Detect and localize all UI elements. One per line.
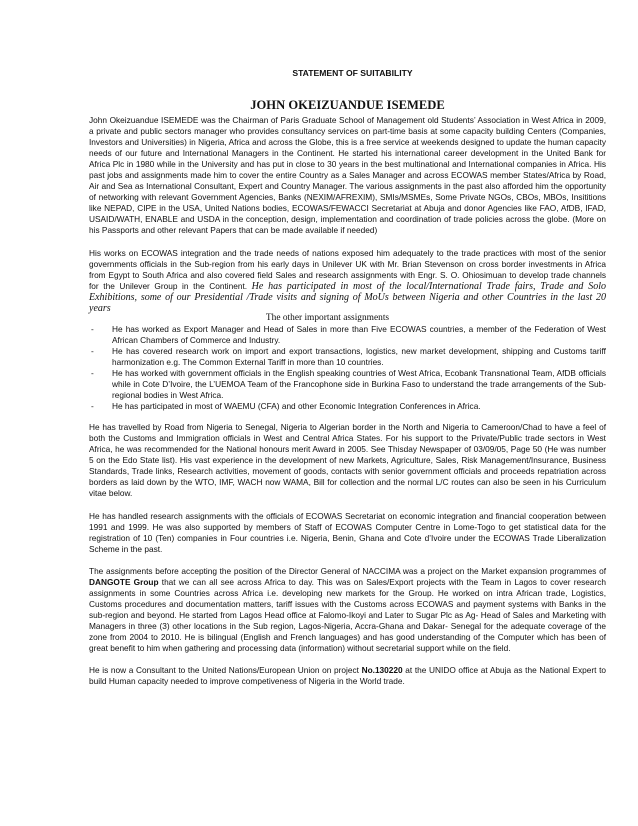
paragraph-ecowas-work [89,248,606,314]
person-name: JOHN OKEIZUANDUE ISEMEDE [250,98,445,112]
dangote-group-bold: DANGOTE Group [89,576,159,587]
paragraph-ecowas-text: His works on ECOWAS integration and the trade needs of nations exposed him adequately to the trade practices with most of the senior governments officials in the Sub-region from his early days in Unilever UK with Mr. Brian Stevenson on cross border investments in Africa from Egypt to South Africa and also covered field Sales and research assignments with Engr. S. O. Ohiosimuan to develop trade channels for the Unilever Group in the Continent. [89,247,606,291]
paragraph-consultant-after: at the UNIDO office at Abuja as the National Expert to build Human capacity needed to improve competiveness of Nigeria in the World trade. [89,665,606,687]
paragraph-biography: John Okeizuandue ISEMEDE was the Chairman of Paris Graduate School of Management old Students’ Association in West Africa in 2009, a private and public sectors manager who provides consultancy services on part-time basis at some capacity building Centers (Companies, Investors and Universities) in Nigeria, Africa and across the Globe, this is a free service at weekends designed to update the human capacity needs of our future and International Managers in the Continent. He started his international career development in the United Bank for Africa Plc in 1980 while in the University and has put in close to 30 years in the best multinational and International companies in Africa. His past jobs and assignments made him to cover the entire Country as a Sales Manager and across ECOWAS member States/Africa by Road, Air and Sea as International Consultant, Expert and Country Manager. The various assignments in the past also afforded him the opportunity of networking with relevant Government Agencies, Banks (NEXIM/AFREXIM), SMIs/MSMEs, Some Private NGOs, CBOs, MBOs, Insititions like NEPAD, CIPE in the USA, United Nations bodies, ECOWAS/FEWACCI Secretariat at Abuja and donor Agencies like FAO, AfDB, IFAD, USAID/WATH, ENABLE and USDA in the conception, design, implementation and coordination of trade policies across the globe. (More on his Passports and other relevant Papers that can be made available if needed) [89,115,606,236]
list-item: - He has participated in most of WAEMU (CFA) and other Economic Integration Conferences in Africa. [89,401,606,412]
paragraph-dangote [89,566,606,654]
paragraph-research: He has handled research assignments with the officials of ECOWAS Secretariat on economic integration and financial cooperation between 1991 and 1999. He was also supported by members of Staff of ECOWAS Computer Centre in Lome-Togo to get statistical data for the registration of 10 (Ten) companies in Four countries i.e. Nigeria, Benin, Ghana and Cote d’Ivoire under the ECOWAS Trade Liberalization Scheme in the past. [89,510,606,554]
document-heading: STATEMENT OF SUITABILITY [292,68,413,78]
paragraph-consultant [89,665,606,687]
list-item: - He has covered research work on import and export transactions, logistics, new market development, shipping and Customs tariff harmonization e.g. The Common External Tariff in more than 10 countries. [89,346,606,368]
assignments-subheading: The other important assignments [265,312,390,323]
list-item: - He has worked with government officials in the English speaking countries of West Africa, Ecobank Transnational Team, AfDB officials while in Cote D’Ivoire, the L’UEMOA Team of the Francophone side in Burkina Faso to understand the trade arrangements of the Sub-regional bodies in West Africa. [89,368,606,401]
paragraph-dangote-after: that we can all see across Africa to day. This was on Sales/Export projects with the Team in Lagos to cover research assignments in some Countries across Africa i.e. developing new markets for the Group. He worked on intra African trade, Logistics, Customs procedures and documentation matters, tariff issues with the Customs across ECOWAS and payment systems with Banks in the sub-region and beyond. He started from Lagos Head office at Falomo-Ikoyi and Later to Sugar Plc as Ag- Head of Sales and Marketing with Managers in three (3) other locations in the Sub region, Lagos-Nigeria, Accra-Ghana and Dakar- Senegal for the adequate coverage of the zone from 2004 to 2010. He is bilingual (English and French languages) and has good understanding of the Computer which has been of great benefit to him when gathering and processing data (information) without secretarial support while on the field. [89,576,606,654]
project-number-bold: No.130220 [361,665,403,676]
paragraph-dangote-before: The assignments before accepting the position of the Director General of NACCIMA was a project on the Market expansion programmes of [89,565,606,576]
paragraph-ecowas-italic: He has participated in most of the local/International Trade fairs, Trade and Solo Exhibitions, some of our Presidential /Trade visits and signing of MoUs between Nigeria and other Countries in the last 20 years [89,280,606,314]
paragraph-travel: He has travelled by Road from Nigeria to Senegal, Nigeria to Algerian border in the North and Nigeria to Cameroon/Chad to have a feel of both the Customs and Immigration officials in West and Central Africa States. For his support to the Private/Public trade sectors in West Africa, he was recommended for the National honours merit Award in 2005. See Thisday Newspaper of 03/09/05, Page 50 (He was number 5 on the Edo State list). His vast experience in the development of new Markets, Agriculture, Sales, Risk Management/Insurance, Business Standards, Trade links, Research activities, movement of goods, contacts with senior government officials and proceeds repatriation across borders as laid down by the WTO, IMF, WACH now WAMA, Bill for collection and the normal L/C routes can also be seen in his Curriculum vitae below. [89,422,606,499]
assignments-list [89,324,606,412]
list-item: - He has worked as Export Manager and Head of Sales in more than Five ECOWAS countries, a member of the Federation of West African Chambers of Commerce and Industry. [89,324,606,346]
paragraph-consultant-before: He is now a Consultant to the United Nations/European Union on project [89,665,359,676]
